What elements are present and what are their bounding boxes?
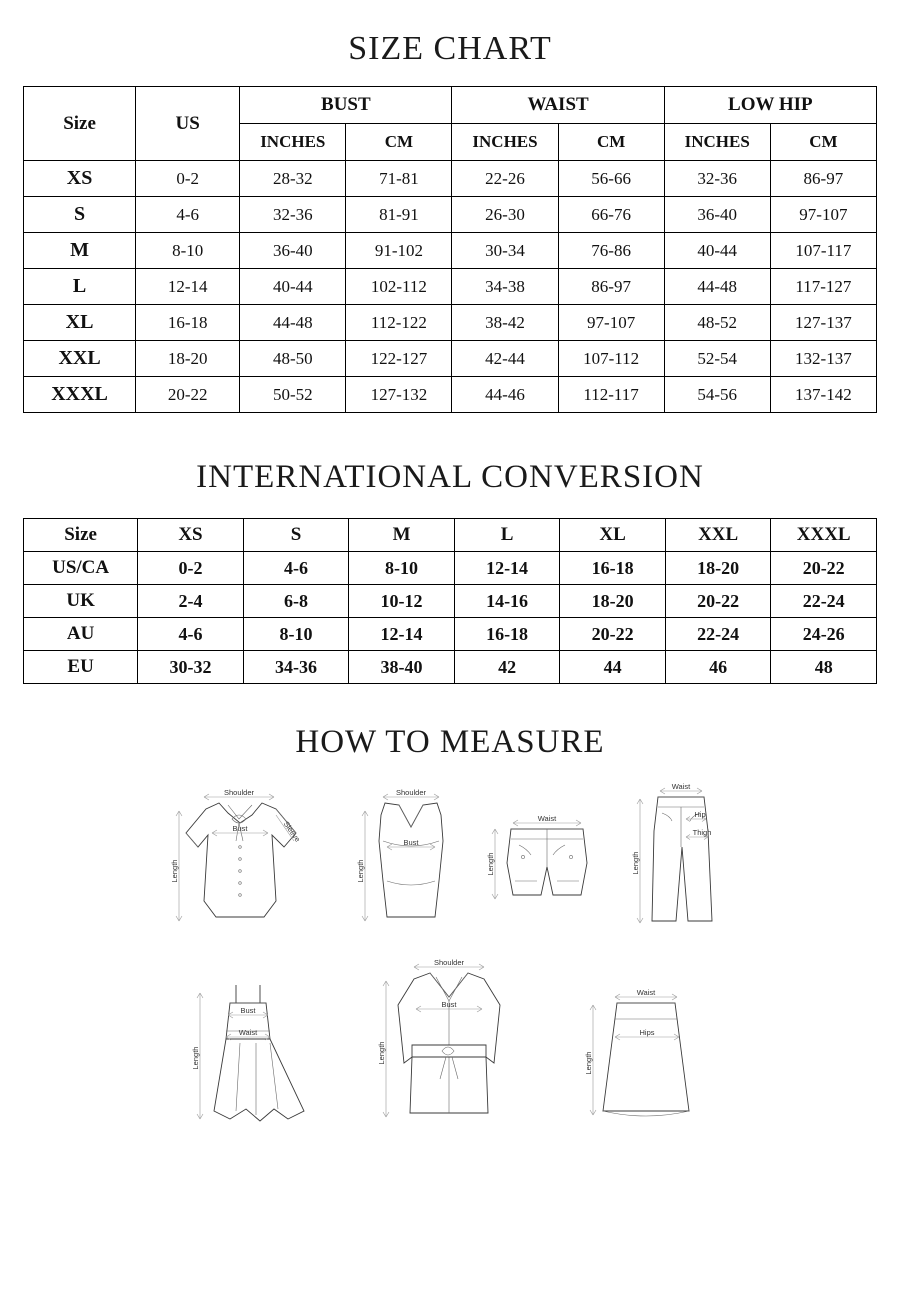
label-bust: Bust xyxy=(403,838,419,847)
cell-us: 4-6 xyxy=(136,197,240,233)
label-sleeve: Sleeve xyxy=(281,819,303,844)
cell-s: 6-8 xyxy=(243,585,349,618)
cell-xxl: 18-20 xyxy=(665,552,771,585)
cell-bust-inches: 32-36 xyxy=(240,197,346,233)
cell-waist-cm: 107-112 xyxy=(558,341,664,377)
cell-us: 8-10 xyxy=(136,233,240,269)
table-row xyxy=(24,269,877,305)
header-hip-inches: INCHES xyxy=(664,124,770,161)
cell-hip-inches: 44-48 xyxy=(664,269,770,305)
table-row xyxy=(24,161,877,197)
cell-bust-cm: 127-132 xyxy=(346,377,452,413)
label-length: Length xyxy=(376,1041,386,1065)
cell-xxxl: 20-22 xyxy=(771,552,877,585)
label-bust: Bust xyxy=(232,824,248,833)
cell-xl: 20-22 xyxy=(560,618,666,651)
cell-waist-inches: 42-44 xyxy=(452,341,558,377)
cell-bust-cm: 91-102 xyxy=(346,233,452,269)
table-row xyxy=(24,305,877,341)
label-length: Length xyxy=(631,851,640,875)
cell-waist-inches: 38-42 xyxy=(452,305,558,341)
cell-hip-inches: 54-56 xyxy=(664,377,770,413)
header-waist-cm: CM xyxy=(558,124,664,161)
header-l: L xyxy=(454,519,560,552)
cell-xxl: 20-22 xyxy=(665,585,771,618)
page-title-how-to-measure: HOW TO MEASURE xyxy=(295,724,605,760)
cell-hip-inches: 32-36 xyxy=(664,161,770,197)
table-row xyxy=(24,377,877,413)
cell-bust-inches: 50-52 xyxy=(240,377,346,413)
table-row xyxy=(24,197,877,233)
page-title-size-chart: SIZE CHART xyxy=(348,30,552,67)
cell-m: 12-14 xyxy=(349,618,455,651)
table-header-row xyxy=(24,519,877,552)
cell-size: S xyxy=(24,197,136,233)
cell-xs: 4-6 xyxy=(138,618,244,651)
label-hips: Hips xyxy=(638,1028,655,1037)
cell-bust-inches: 36-40 xyxy=(240,233,346,269)
cell-waist-inches: 44-46 xyxy=(452,377,558,413)
cell-region: AU xyxy=(24,618,138,651)
header-xxl: XXL xyxy=(665,519,771,552)
cell-region: EU xyxy=(24,651,138,684)
cell-l: 42 xyxy=(454,651,560,684)
header-size: Size xyxy=(24,519,138,552)
cell-us: 16-18 xyxy=(136,305,240,341)
header-s: S xyxy=(243,519,349,552)
label-shoulder: Shoulder xyxy=(395,788,427,797)
label-thigh: Thigh xyxy=(692,828,712,837)
label-hip: Hip xyxy=(694,810,706,819)
label-length: Length xyxy=(190,1046,200,1070)
header-bust-inches: INCHES xyxy=(240,124,346,161)
cell-xl: 16-18 xyxy=(560,552,666,585)
measure-row-bottom xyxy=(18,953,882,1138)
cell-us: 0-2 xyxy=(136,161,240,197)
cell-xl: 44 xyxy=(560,651,666,684)
cell-hip-inches: 52-54 xyxy=(664,341,770,377)
cell-waist-inches: 22-26 xyxy=(452,161,558,197)
page-title-international-conversion: INTERNATIONAL CONVERSION xyxy=(196,459,704,495)
cell-size: M xyxy=(24,233,136,269)
table-row xyxy=(24,341,877,377)
cell-l: 12-14 xyxy=(454,552,560,585)
table-row xyxy=(24,585,877,618)
cell-s: 8-10 xyxy=(243,618,349,651)
cell-xxl: 46 xyxy=(665,651,771,684)
cell-us: 18-20 xyxy=(136,341,240,377)
cell-m: 8-10 xyxy=(349,552,455,585)
figure-shorts xyxy=(477,771,612,951)
label-waist: Waist xyxy=(671,782,691,791)
cell-waist-inches: 26-30 xyxy=(452,197,558,233)
cell-l: 16-18 xyxy=(454,618,560,651)
header-xl: XL xyxy=(560,519,666,552)
cell-xs: 0-2 xyxy=(138,552,244,585)
cell-xxl: 22-24 xyxy=(665,618,771,651)
cell-size: XL xyxy=(24,305,136,341)
cell-hip-inches: 48-52 xyxy=(664,305,770,341)
how-to-measure-illustrations xyxy=(0,771,900,1138)
cell-bust-inches: 44-48 xyxy=(240,305,346,341)
figure-pants xyxy=(616,771,736,951)
figure-camisole xyxy=(343,771,473,951)
size-chart-table xyxy=(23,86,877,413)
cell-waist-cm: 86-97 xyxy=(558,269,664,305)
cell-hip-inches: 36-40 xyxy=(664,197,770,233)
cell-hip-cm: 132-137 xyxy=(770,341,876,377)
cell-bust-inches: 40-44 xyxy=(240,269,346,305)
cell-hip-cm: 107-117 xyxy=(770,233,876,269)
label-shoulder: Shoulder xyxy=(433,958,464,967)
cell-size: XXL xyxy=(24,341,136,377)
label-length: Length xyxy=(486,852,495,876)
header-bust: BUST xyxy=(240,87,452,124)
cell-hip-cm: 97-107 xyxy=(770,197,876,233)
cell-xxxl: 22-24 xyxy=(771,585,877,618)
label-length: Length xyxy=(356,859,365,883)
header-xs: XS xyxy=(138,519,244,552)
cell-xs: 2-4 xyxy=(138,585,244,618)
cell-size: XXXL xyxy=(24,377,136,413)
label-length: Length xyxy=(170,859,179,883)
label-shoulder: Shoulder xyxy=(223,788,255,797)
cell-hip-cm: 86-97 xyxy=(770,161,876,197)
label-bust: Bust xyxy=(440,1000,457,1009)
cell-size: L xyxy=(24,269,136,305)
header-low-hip: LOW HIP xyxy=(664,87,876,124)
cell-hip-cm: 117-127 xyxy=(770,269,876,305)
figure-dress xyxy=(178,963,338,1138)
cell-bust-inches: 48-50 xyxy=(240,341,346,377)
label-waist: Waist xyxy=(537,814,557,823)
cell-bust-inches: 28-32 xyxy=(240,161,346,197)
figure-skirt xyxy=(573,963,723,1138)
cell-xs: 30-32 xyxy=(138,651,244,684)
cell-m: 38-40 xyxy=(349,651,455,684)
header-size: Size xyxy=(24,87,136,161)
cell-us: 20-22 xyxy=(136,377,240,413)
cell-waist-cm: 56-66 xyxy=(558,161,664,197)
cell-bust-cm: 71-81 xyxy=(346,161,452,197)
cell-waist-cm: 112-117 xyxy=(558,377,664,413)
header-us: US xyxy=(136,87,240,161)
international-conversion-table xyxy=(23,518,877,684)
cell-xxxl: 24-26 xyxy=(771,618,877,651)
cell-waist-inches: 30-34 xyxy=(452,233,558,269)
table-row xyxy=(24,233,877,269)
cell-us: 12-14 xyxy=(136,269,240,305)
header-waist: WAIST xyxy=(452,87,664,124)
cell-region: US/CA xyxy=(24,552,138,585)
cell-size: XS xyxy=(24,161,136,197)
label-length: Length xyxy=(583,1051,593,1075)
cell-waist-cm: 97-107 xyxy=(558,305,664,341)
cell-hip-inches: 40-44 xyxy=(664,233,770,269)
cell-xl: 18-20 xyxy=(560,585,666,618)
cell-l: 14-16 xyxy=(454,585,560,618)
header-m: M xyxy=(349,519,455,552)
table-row xyxy=(24,618,877,651)
cell-hip-cm: 137-142 xyxy=(770,377,876,413)
header-xxxl: XXXL xyxy=(771,519,877,552)
header-waist-inches: INCHES xyxy=(452,124,558,161)
table-row xyxy=(24,651,877,684)
label-waist: Waist xyxy=(636,988,655,997)
label-waist: Waist xyxy=(238,1028,257,1037)
cell-bust-cm: 112-122 xyxy=(346,305,452,341)
table-row xyxy=(24,552,877,585)
measure-row-top xyxy=(18,771,882,951)
cell-s: 34-36 xyxy=(243,651,349,684)
cell-bust-cm: 122-127 xyxy=(346,341,452,377)
cell-hip-cm: 127-137 xyxy=(770,305,876,341)
header-bust-cm: CM xyxy=(346,124,452,161)
figure-blouse xyxy=(164,771,339,951)
cell-waist-cm: 76-86 xyxy=(558,233,664,269)
cell-xxxl: 48 xyxy=(771,651,877,684)
cell-region: UK xyxy=(24,585,138,618)
cell-m: 10-12 xyxy=(349,585,455,618)
label-bust: Bust xyxy=(239,1006,256,1015)
cell-bust-cm: 81-91 xyxy=(346,197,452,233)
cell-waist-cm: 66-76 xyxy=(558,197,664,233)
header-hip-cm: CM xyxy=(770,124,876,161)
cell-bust-cm: 102-112 xyxy=(346,269,452,305)
table-header-row xyxy=(24,87,877,124)
cell-s: 4-6 xyxy=(243,552,349,585)
cell-waist-inches: 34-38 xyxy=(452,269,558,305)
figure-coat xyxy=(368,953,543,1138)
